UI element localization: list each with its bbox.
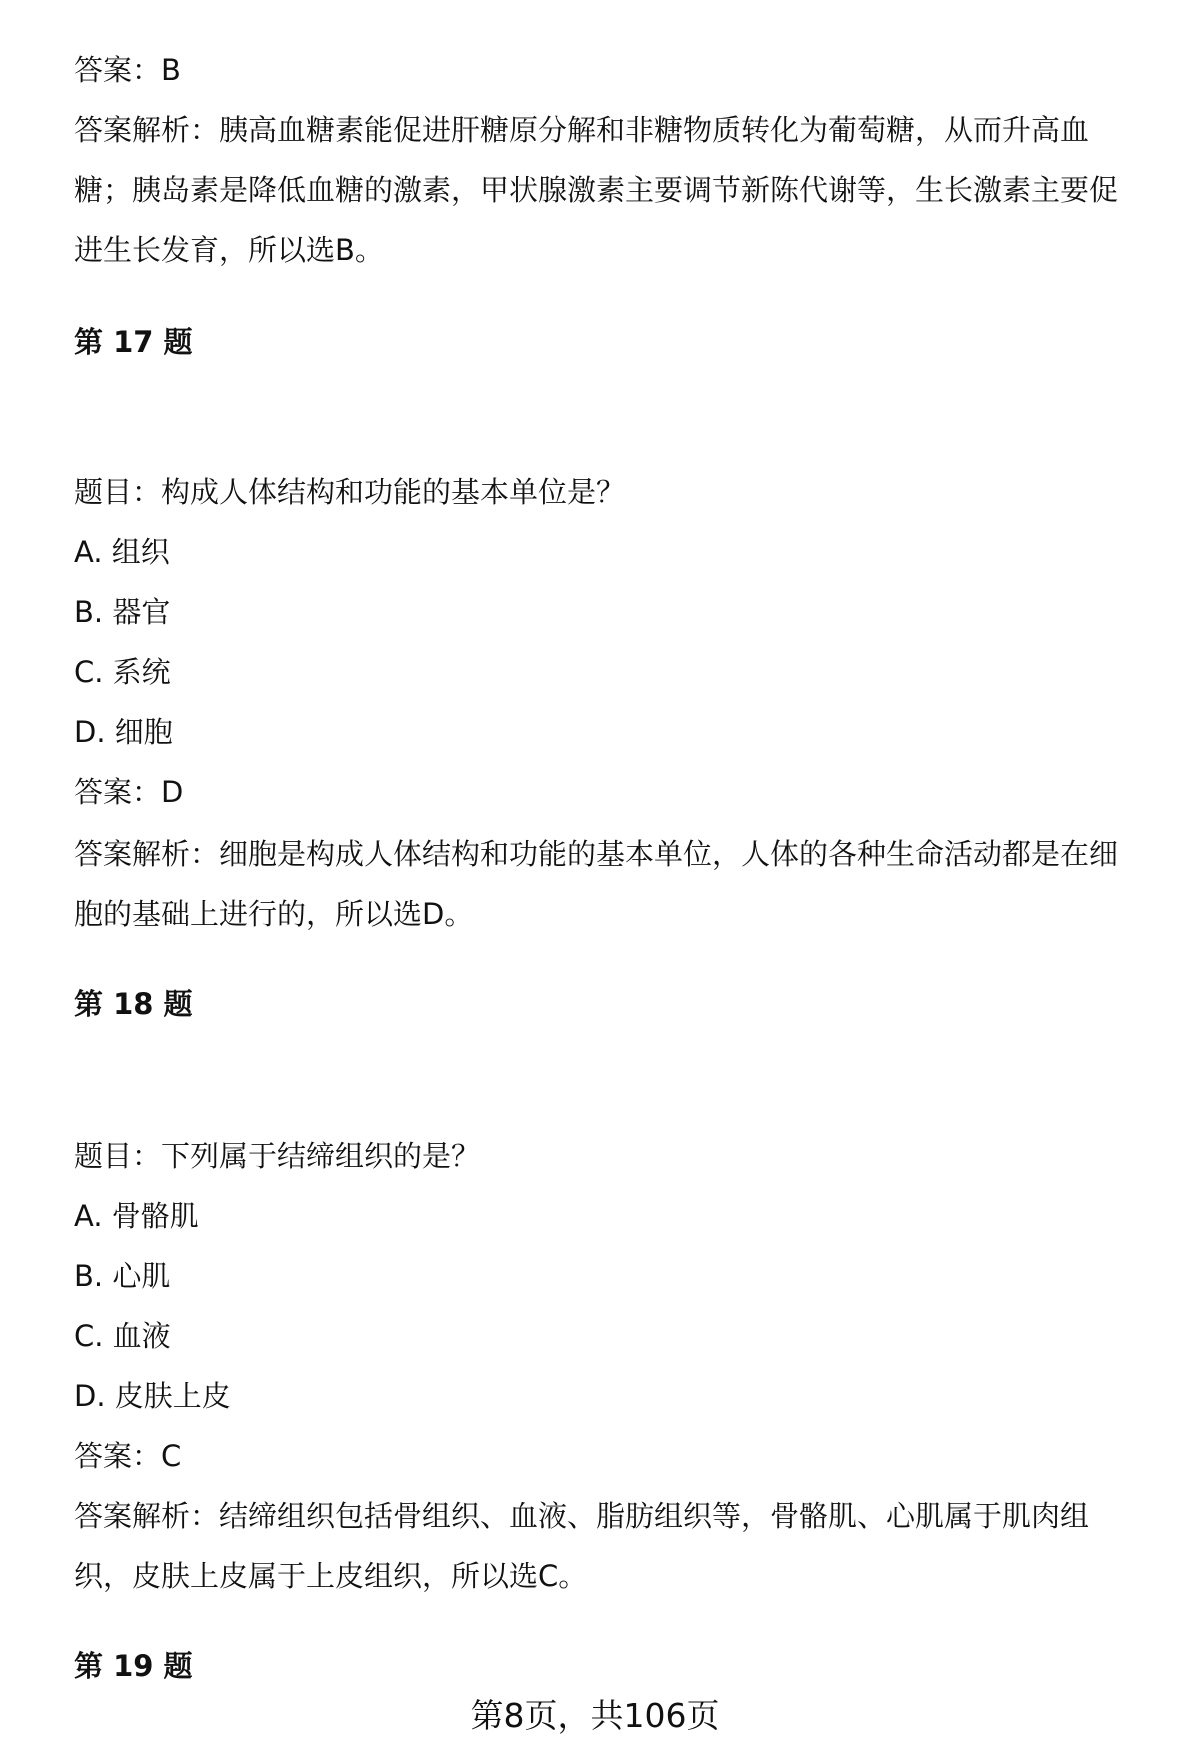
q18-option-d: D. 皮肤上皮 — [74, 1379, 231, 1413]
q18-explanation-line-2: 织，皮肤上皮属于上皮组织，所以选C。 — [74, 1559, 588, 1593]
q17-question: 题目：构成人体结构和功能的基本单位是？ — [74, 475, 626, 509]
q18-explanation-line-1: 答案解析：结缔组织包括骨组织、血液、脂肪组织等，骨骼肌、心肌属于肌肉组 — [74, 1499, 1090, 1533]
q19-heading: 第 19 题 — [74, 1649, 193, 1683]
q16-explanation-line-3: 进生长发育，所以选B。 — [74, 233, 384, 267]
q16-explanation-line-1: 答案解析：胰高血糖素能促进肝糖原分解和非糖物质转化为葡萄糖，从而升高血 — [74, 113, 1090, 147]
q17-answer: 答案：D — [74, 775, 184, 809]
q17-option-c: C. 系统 — [74, 655, 171, 689]
q17-explanation-line-2: 胞的基础上进行的，所以选D。 — [74, 897, 474, 931]
q18-option-b: B. 心肌 — [74, 1259, 171, 1293]
q18-answer: 答案：C — [74, 1439, 182, 1473]
q16-explanation-line-2: 糖；胰岛素是降低血糖的激素，甲状腺激素主要调节新陈代谢等，生长激素主要促 — [74, 173, 1119, 207]
q16-answer: 答案：B — [74, 53, 181, 87]
q18-question: 题目：下列属于结缔组织的是？ — [74, 1139, 481, 1173]
q17-option-b: B. 器官 — [74, 595, 171, 629]
q17-option-d: D. 细胞 — [74, 715, 173, 749]
q17-explanation-line-1: 答案解析：细胞是构成人体结构和功能的基本单位，人体的各种生命活动都是在细 — [74, 837, 1119, 871]
q17-heading: 第 17 题 — [74, 325, 193, 359]
q17-option-a: A. 组织 — [74, 535, 170, 569]
page-number: 第8页，共106页 — [470, 1696, 720, 1735]
q18-heading: 第 18 题 — [74, 987, 193, 1021]
q18-option-a: A. 骨骼肌 — [74, 1199, 199, 1233]
q18-option-c: C. 血液 — [74, 1319, 171, 1353]
